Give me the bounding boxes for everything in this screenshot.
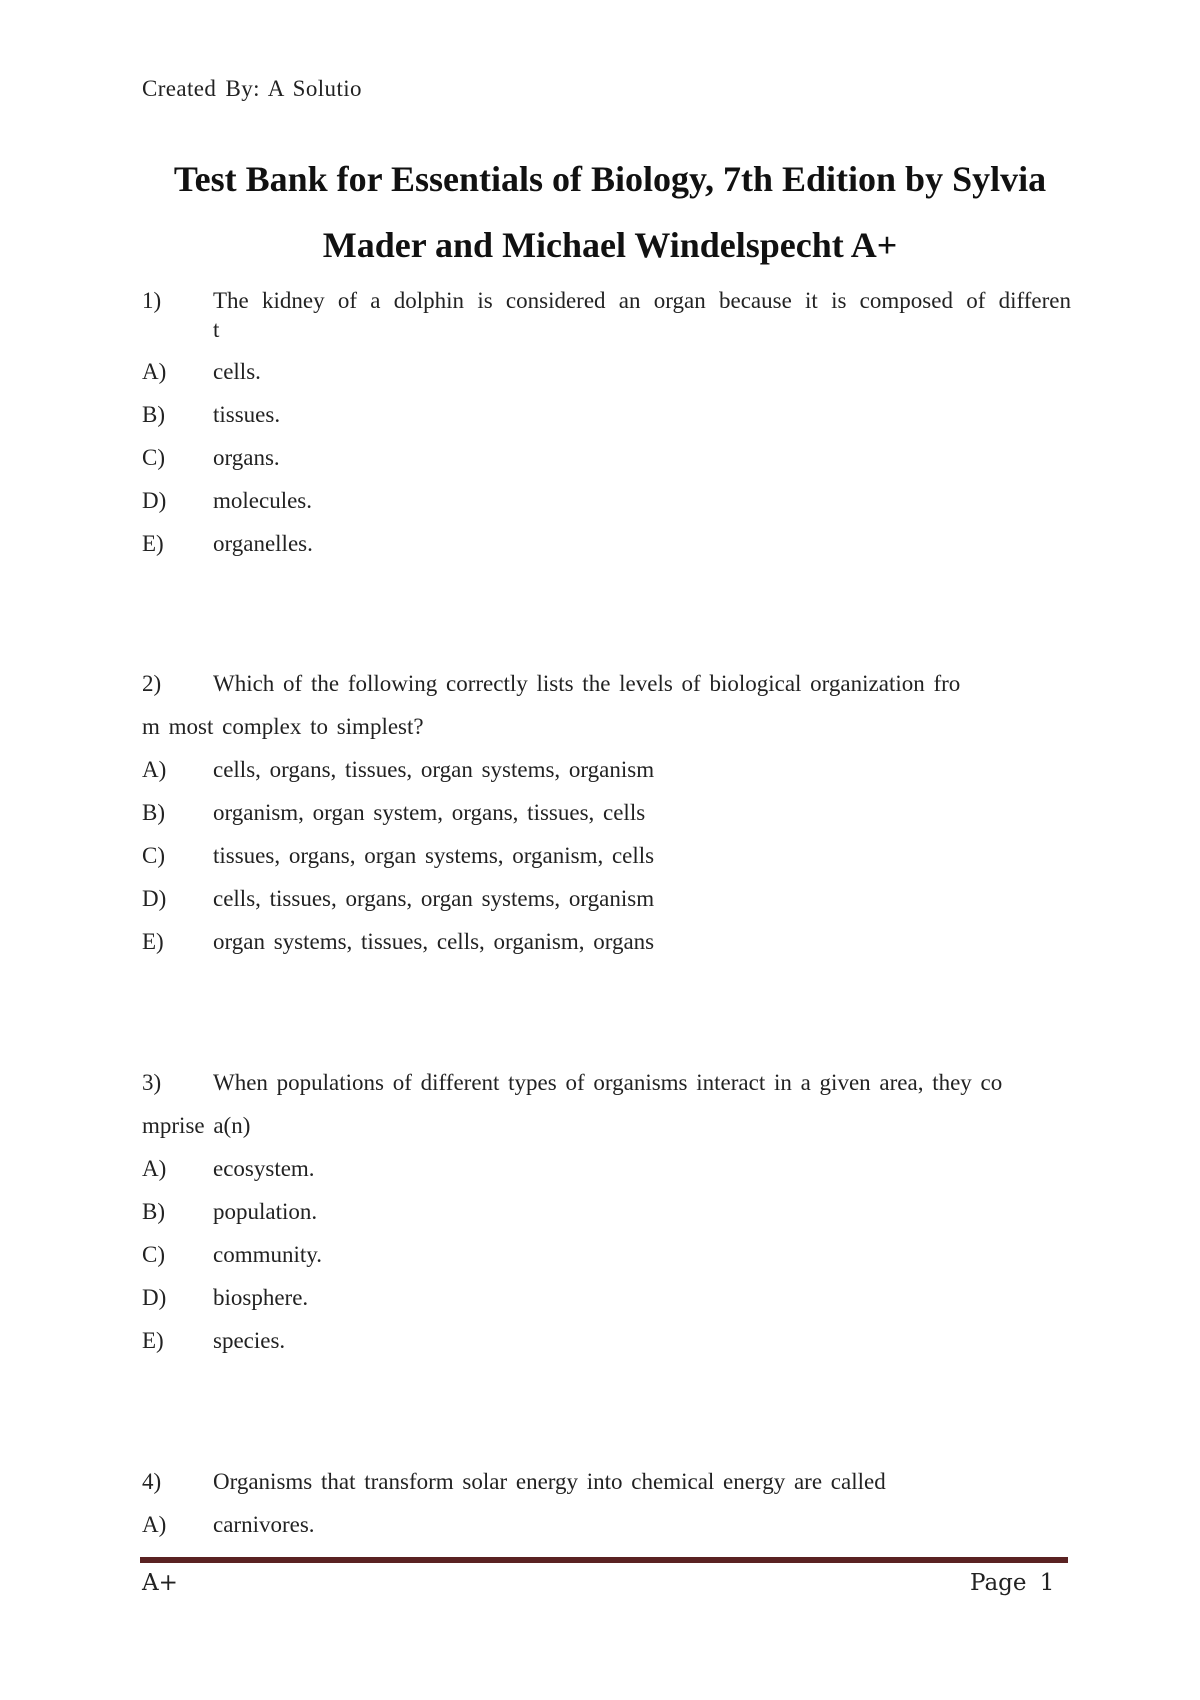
option-label: A) (142, 1156, 167, 1181)
title-line-2: Mader and Michael Windelspecht A+ (322, 225, 898, 265)
option-text: ecosystem. (213, 1156, 315, 1181)
option-label: C) (142, 445, 165, 470)
option-label: D) (142, 488, 167, 513)
question-text: Which of the following correctly lists the levels of biological organization fro (213, 671, 961, 696)
option-label: E) (142, 1328, 164, 1353)
option-text: community. (213, 1242, 323, 1267)
option-label: A) (142, 1512, 167, 1537)
option-label: B) (142, 402, 165, 427)
option-text: cells, tissues, organs, organ systems, organism (213, 886, 655, 911)
option-label: E) (142, 929, 164, 954)
option-text: cells. (213, 359, 261, 384)
question-text-continued: mprise a(n) (142, 1113, 251, 1138)
option-text: species. (213, 1328, 286, 1353)
option-text: organ systems, tissues, cells, organism, organs (213, 929, 655, 954)
document-title (150, 146, 1070, 278)
option-text: organism, organ system, organs, tissues, cells (213, 800, 646, 825)
option-text: population. (213, 1199, 318, 1224)
option-text: carnivores. (213, 1512, 315, 1537)
question-text-continued: t (213, 317, 220, 342)
option-text: biosphere. (213, 1285, 309, 1310)
option-text: organs. (213, 445, 280, 470)
option-label: A) (142, 757, 167, 782)
option-label: E) (142, 531, 164, 556)
option-label: C) (142, 1242, 165, 1267)
option-label: D) (142, 886, 167, 911)
option-label: B) (142, 1199, 165, 1224)
title-line-1: Test Bank for Essentials of Biology, 7th Edition by Sylvia (173, 159, 1047, 199)
question-number: 1) (142, 288, 162, 313)
question-number: 3) (142, 1070, 162, 1095)
question-number: 2) (142, 671, 162, 696)
option-text: tissues, organs, organ systems, organism, cells (213, 843, 655, 868)
option-text: organelles. (213, 531, 313, 556)
option-text: tissues. (213, 402, 281, 427)
option-label: B) (142, 800, 165, 825)
created-by-header: Created By: A Solutio (142, 76, 362, 101)
footer-divider (140, 1557, 1068, 1563)
question-text: The kidney of a dolphin is considered an organ because it is composed of differen (213, 288, 1071, 313)
option-label: C) (142, 843, 165, 868)
option-text: cells, organs, tissues, organ systems, organism (213, 757, 655, 782)
question-text: Organisms that transform solar energy into chemical energy are called (213, 1469, 886, 1494)
question-text-continued: m most complex to simplest? (142, 714, 424, 739)
question-text: When populations of different types of organisms interact in a given area, they co (213, 1070, 1003, 1095)
footer-left-text: A+ (142, 1570, 178, 1596)
option-label: A) (142, 359, 167, 384)
question-number: 4) (142, 1469, 162, 1494)
option-label: D) (142, 1285, 167, 1310)
page-number: Page 1 (970, 1570, 1055, 1596)
option-text: molecules. (213, 488, 312, 513)
